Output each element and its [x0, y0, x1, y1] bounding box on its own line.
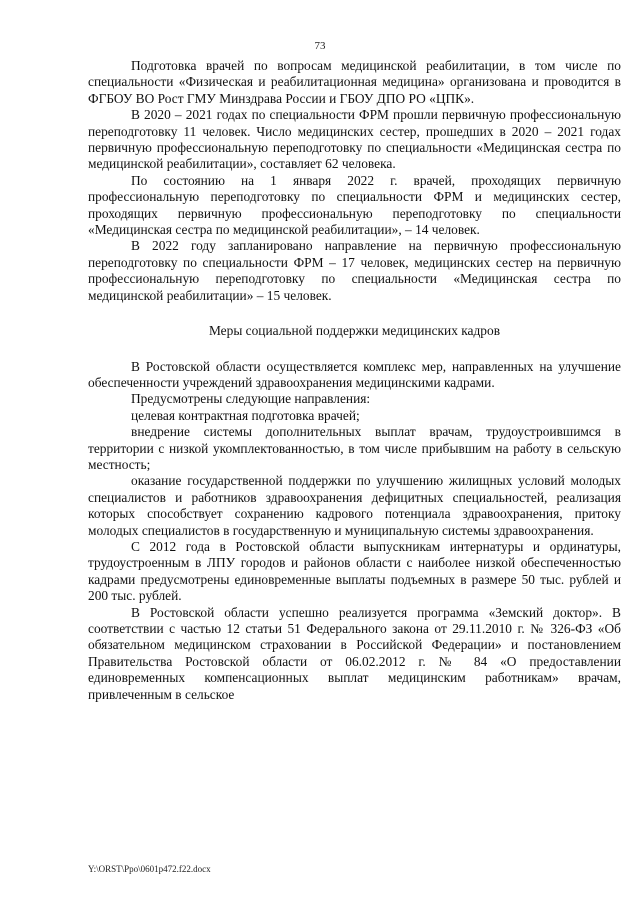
page-number: 73 [314, 40, 326, 52]
paragraph: В 2020 – 2021 годах по специальности ФРМ прошли первичную профессиональную переподготовку 11 человек. Число медицинских сестер, прошедших в 2020 – 2021 годах первичную профессиональную переподготовку по специальности «Медицинская сестра по медицинской реабилитации», составляет 62 человека. [88, 107, 621, 172]
paragraph: В 2022 году запланировано направление на первичную профессиональную переподготовку по специальности ФРМ – 17 человек, медицинских сестер на первичную профессиональную переподготовку по специальности «Медицинская сестра по медицинской реабилитации» – 15 человек. [88, 238, 621, 303]
footer-file-path: Y:\ORST\Ppo\0601p472.f22.docx [88, 864, 211, 874]
list-item: целевая контрактная подготовка врачей; [131, 407, 360, 423]
paragraph: С 2012 года в Ростовской области выпускникам интернатуры и ординатуры, трудоустроенным в ЛПУ городов и районов области с наиболее низкой обеспеченностью кадрами предусмотрены единовременные выплаты подъемных в размере 50 тыс. рублей и 200 тыс. рублей. [88, 538, 621, 604]
section-heading: Меры социальной поддержки медицинских кадров [208, 323, 501, 339]
document-body [88, 58, 621, 703]
paragraph: В Ростовской области успешно реализуется программа «Земский доктор». В соответствии с частью 12 статьи 51 Федерального закона от 29.11.2010 г. № 326-ФЗ «Об обязательном медицинском страховании в Российской Федерации» и постановлением Правительства Ростовской области от 06.02.2012 г. № 84 «О предоставлении единовременных компенсационных выплат медицинским работникам» врачам, привлеченным в сельское [88, 604, 621, 702]
paragraph: Подготовка врачей по вопросам медицинской реабилитации, в том числе по специальности «Физическая и реабилитационная медицина» организована и проводится в ФГБОУ ВО Рост ГМУ Минздрава России и ГБОУ ДПО РО «ЦПК». [88, 58, 621, 106]
list-item: внедрение системы дополнительных выплат врачам, трудоустроившимся в территории с низкой укомплектованностью, в том числе прибывшим на работу в сельскую местность; [88, 424, 621, 472]
paragraph: По состоянию на 1 января 2022 г. врачей, проходящих первичную профессиональную переподготовку по специальности ФРМ и медицинских сестер, проходящих первичную профессиональную переподготовку по специальности «Медицинская сестра по медицинской реабилитации», – 14 человек. [88, 172, 621, 238]
paragraph: В Ростовской области осуществляется комплекс мер, направленных на улучшение обеспеченности учреждений здравоохранения медицинскими кадрами. [88, 358, 621, 390]
list-item: оказание государственной поддержки по улучшению жилищных условий молодых специалистов и работников здравоохранения дефицитных специальностей, реализация которых способствует сохранению кадрового потенциала здравоохранения, притоку молодых специалистов в государственную и муниципальную системы здравоохранения. [88, 473, 621, 538]
paragraph: Предусмотрены следующие направления: [131, 391, 371, 407]
